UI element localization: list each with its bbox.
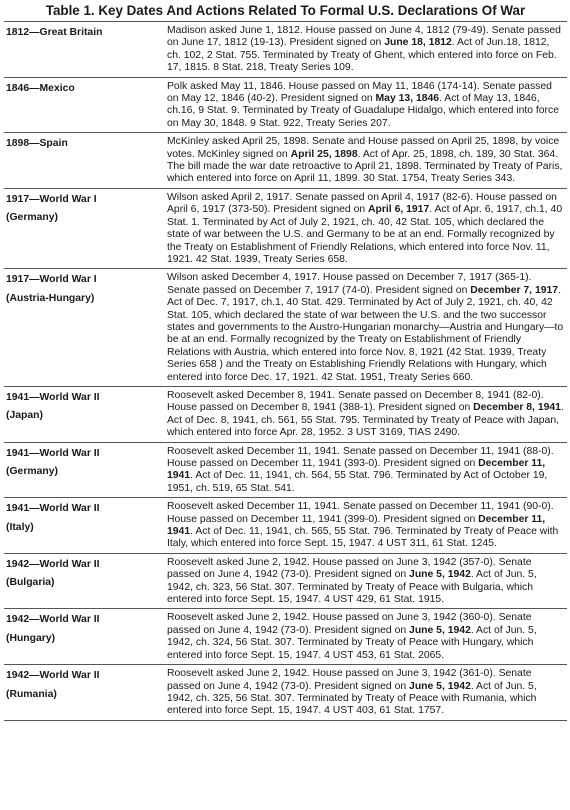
action-text-cell — [167, 269, 567, 387]
action-text-after: . Act of Jun. 5, 1942, ch. 323, 56 Stat. 307. Terminated by Treaty of Peace with Bulgaria, which entered into force Sept. 15, 1947. 4 UST 429, 61 Stat. 1915. — [167, 569, 537, 606]
war-name: 1917—World War I — [6, 193, 97, 205]
action-text-cell — [167, 77, 567, 133]
war-opponent: (Austria-Hungary) — [6, 292, 95, 304]
war-name: 1846—Mexico — [6, 82, 75, 94]
war-label-cell — [4, 22, 167, 78]
table-row — [4, 188, 567, 268]
signed-date: June 5, 1942 — [409, 569, 471, 581]
table-row — [4, 133, 567, 189]
war-label-cell — [4, 553, 167, 609]
action-text-before: Madison asked June 1, 1812. House passed on June 4, 1812 (79-49). Senate passed on June 17, 1812 (19-13). President signed on — [167, 25, 561, 49]
table-row — [4, 22, 567, 78]
table-row — [4, 665, 567, 721]
action-text-cell — [167, 442, 567, 498]
signed-date: December 7, 1917 — [470, 284, 559, 296]
table-row — [4, 498, 567, 554]
war-label-cell — [4, 665, 167, 721]
action-text-after: . Act of Apr. 25, 1898, ch. 189, 30 Stat. 364. The bill made the war date retroactive to April 21, 1898. Terminated by Treaty of Paris, which entered into force on April 11, 1899. 30 Stat. 1754, Treaty Series 343. — [167, 148, 563, 185]
declarations-table — [4, 21, 567, 721]
war-name: 1941—World War II — [6, 447, 100, 459]
action-text-before: Roosevelt asked December 11, 1941. Senate passed on December 11, 1941 (88-0). House passed on December 11, 1941 (393-0). President signed on — [167, 445, 554, 469]
war-label-cell — [4, 442, 167, 498]
signed-date: June 5, 1942 — [409, 624, 471, 636]
table-row — [4, 442, 567, 498]
action-text-before: McKinley asked April 25, 1898. Senate and House passed on April 25, 1898, by voice votes. McKinley signed on — [167, 136, 560, 160]
war-opponent: (Germany) — [6, 466, 58, 478]
action-text-after: . Act of Dec. 8, 1941, ch. 561, 55 Stat. 795. Terminated by Treaty of Peace with Japan, which entered into force Apr. 28, 1952. 3 UST 3169, TIAS 2490. — [167, 402, 564, 439]
action-text-after: . Act of Jun. 5, 1942, ch. 324, 56 Stat. 307. Terminated by Treaty of Peace with Hungary, which entered into force Sept. 15, 1947. 4 UST 453, 61 Stat. 2065. — [167, 624, 537, 661]
war-name: 1898—Spain — [6, 138, 68, 150]
action-text-cell — [167, 553, 567, 609]
war-opponent: (Hungary) — [6, 632, 56, 644]
signed-date: April 6, 1917 — [368, 204, 430, 216]
war-label-cell — [4, 609, 167, 665]
action-text-after: . Act of Apr. 6, 1917, ch.1, 40 Stat. 1. Terminated by Act of July 2, 1921, ch. 40, 42 Stat. 105, which declared the state of war between the U.S. and Germany to be at an end. Formally recognized by the Treaty on Establishment of Friendly Relations, which entered into force Nov. 11, 1921. 42 Stat. 1939, Treaty Series 658. — [167, 204, 563, 265]
action-text-before: Roosevelt asked June 2, 1942. House passed on June 3, 1942 (361-0). Senate passed on June 4, 1942 (73-0). President signed on — [167, 668, 532, 692]
signed-date: April 25, 1898 — [290, 148, 358, 160]
war-label-cell — [4, 386, 167, 442]
table-row — [4, 269, 567, 387]
table-row — [4, 609, 567, 665]
war-label-cell — [4, 498, 167, 554]
action-text-after: . Act of May 13, 1846, ch.16, 9 Stat. 9. Terminated by Treaty of Guadalupe Hidalgo, which entered into force on May 30, 1848. 9 Stat. 922, Treaty Series 207. — [167, 93, 559, 129]
war-name: 1812—Great Britain — [6, 27, 103, 38]
action-text-cell — [167, 133, 567, 189]
signed-date: December 8, 1941 — [473, 402, 561, 414]
action-text-after: . Act of Dec. 11, 1941, ch. 564, 55 Stat. 796. Terminated by Act of October 19, 1951, ch. 519, 65 Stat. 541. — [167, 470, 548, 494]
table-row — [4, 386, 567, 442]
table-row — [4, 77, 567, 133]
action-text-after: . Act of Dec. 7, 1917, ch.1, 40 Stat. 429. Terminated by Act of July 2, 1921, ch. 40, 42 Stat. 105, which declared the state of war between the U.S. and the two successor states and governments to the Austro-Hungarian monarchy—Austria and Hungary—to be at an end. Formally recognized by the Treaty on Establishment of Friendly Relations with Austria, which entered into force Nov. 8, 1921 (42 Stat. 1939, Treaty Series 658 ) and the Treaty on Establishing Friendly Relations with Hungary, which entered into force Dec. 17, 1921. 42 Stat. 1951, Treaty Series 660. — [167, 284, 564, 383]
war-label-cell — [4, 133, 167, 189]
action-text-before: Polk asked May 11, 1846. House passed on May 11, 1846 (174-14). Senate passed on May 12, 1846 (40-2). President signed on — [167, 80, 552, 105]
war-name: 1941—World War II — [6, 391, 100, 403]
action-text-before: Wilson asked April 2, 1917. Senate passed on April 4, 1917 (82-6). House passed on April 6, 1917 (373-50). President signed on — [167, 191, 557, 216]
war-label-cell — [4, 269, 167, 387]
action-text-cell — [167, 188, 567, 268]
action-text-before: Roosevelt asked June 2, 1942. House passed on June 3, 1942 (360-0). Senate passed on June 4, 1942 (73-0). President signed on — [167, 612, 532, 636]
action-text-cell — [167, 22, 567, 78]
action-text-after: . Act of Jun.18, 1812, ch. 102, 2 Stat. 755. Terminated by Treaty of Ghent, which entered into force on Feb. 17, 1815. 8 Stat. 218, Treaty Series 109. — [167, 37, 557, 74]
action-text-cell — [167, 386, 567, 442]
table-row — [4, 553, 567, 609]
war-opponent: (Japan) — [6, 410, 43, 422]
war-name: 1942—World War II — [6, 558, 100, 570]
action-text-before: Wilson asked December 4, 1917. House passed on December 7, 1917 (365-1). Senate passed on December 7, 1917 (74-0). President signed on — [167, 272, 532, 296]
signed-date: May 13, 1846 — [375, 93, 440, 105]
war-name: 1942—World War II — [6, 614, 100, 626]
action-text-after: . Act of Dec. 11, 1941, ch. 565, 55 Stat. 796. Terminated by Treaty of Peace with Italy, which entered into force Sept. 15, 1947. 4 UST 311, 61 Stat. 1245. — [167, 526, 559, 550]
table-title: Table 1. Key Dates And Actions Related To Formal U.S. Declarations Of War — [45, 3, 526, 18]
war-name: 1942—World War II — [6, 670, 100, 682]
war-label-cell — [4, 77, 167, 133]
war-name: 1917—World War I — [6, 274, 97, 286]
action-text-before: Roosevelt asked June 2, 1942. House passed on June 3, 1942 (357-0). Senate passed on June 4, 1942 (73-0). President signed on — [167, 556, 532, 581]
signed-date: December 11, 1941 — [167, 458, 546, 482]
action-text-after: . Act of Jun. 5, 1942, ch. 325, 56 Stat. 307. Terminated by Treaty of Peace with Rumania, which entered into force Sept. 15, 1947. 4 UST 403, 61 Stat. 1757. — [167, 680, 537, 717]
signed-date: June 18, 1812 — [384, 37, 452, 49]
war-opponent: (Rumania) — [6, 688, 57, 700]
signed-date: December 11, 1941 — [167, 513, 546, 538]
signed-date: June 5, 1942 — [409, 680, 471, 692]
war-label-cell — [4, 188, 167, 268]
war-opponent: (Germany) — [6, 212, 58, 224]
action-text-cell — [167, 609, 567, 665]
action-text-before: Roosevelt asked December 11, 1941. Senate passed on December 11, 1941 (90-0). House passed on December 11, 1941 (399-0). President signed on — [167, 501, 554, 525]
war-opponent: (Bulgaria) — [6, 577, 55, 589]
war-name: 1941—World War II — [6, 503, 100, 515]
action-text-cell — [167, 498, 567, 554]
action-text-cell — [167, 665, 567, 721]
action-text-before: Roosevelt asked December 8, 1941. Senate passed on December 8, 1941 (82-0). House passed on December 8, 1941 (388-1). President signed on — [167, 389, 544, 414]
war-opponent: (Italy) — [6, 521, 34, 533]
